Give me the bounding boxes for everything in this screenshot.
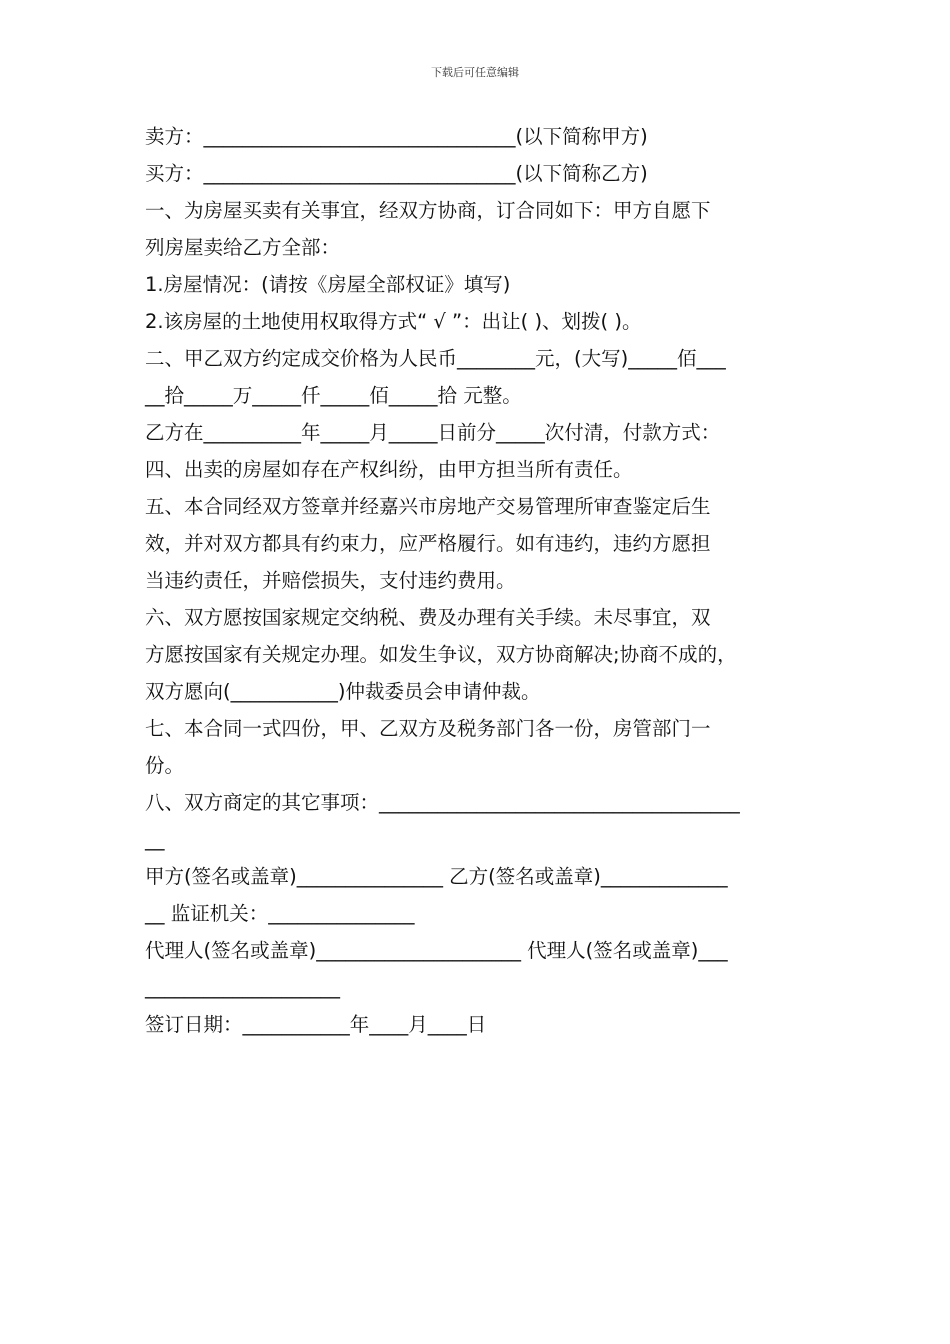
clause-6-line-1: 六、双方愿按国家规定交纳税、费及办理有关手续。未尽事宜，双 [145,606,711,629]
clause-4-line: 四、出卖的房屋如存在产权纠纷，由甲方担当所有责任。 [145,458,633,481]
clause-2-line-2: __拾_____万_____仟_____佰_____拾 元整。 [145,384,522,407]
sign-date-line: 签订日期：___________年____月____日 [145,1013,487,1036]
clause-6-line-2: 方愿按国家有关规定办理。如发生争议，双方协商解决;协商不成的， [145,643,737,666]
clause-7-line-1: 七、本合同一式四份，甲、乙双方及税务部门各一份，房管部门一 [145,717,711,740]
house-info-line: 1.房屋情况：(请按《房屋全部权证》填写) [145,273,511,296]
header-note: 下载后可任意编辑 [431,66,519,79]
clause-7-line-2: 份。 [145,754,185,777]
clause-8-line-1: 八、双方商定的其它事项：_____________________________________ [145,791,740,814]
payment-line: 乙方在__________年_____月_____日前分_____次付清，付款方式： [145,421,721,444]
clause-1-line-1: 一、为房屋买卖有关事宜，经双方协商，订合同如下：甲方自愿下 [145,199,711,222]
clause-5-line-2: 效，并对双方都具有约束力，应严格履行。如有违约，违约方愿担 [145,532,711,555]
agent-line-1: 代理人(签名或盖章)_____________________ 代理人(签名或盖章)___ [145,939,728,962]
contract-body [145,118,815,1043]
clause-8-line-2: __ [145,828,165,851]
clause-5-line-1: 五、本合同经双方签章并经嘉兴市房地产交易管理所审查鉴定后生 [145,495,711,518]
buyer-line: 买方：________________________________(以下简称乙方) [145,162,648,185]
clause-2-line-1: 二、甲乙双方约定成交价格为人民币________元，(大写)_____佰___ [145,347,726,370]
land-use-line: 2.该房屋的土地使用权取得方式“ √ ”：出让( )、划拨( )。 [145,310,642,333]
agent-line-2: ____________________ [145,976,340,999]
clause-1-line-2: 列房屋卖给乙方全部： [145,236,341,259]
seller-line: 卖方：________________________________(以下简称甲方) [145,125,648,148]
clause-6-line-3: 双方愿向(___________)仲裁委员会申请仲裁。 [145,680,541,703]
signature-line-2: __ 监证机关：_______________ [145,902,415,925]
clause-5-line-3: 当违约责任，并赔偿损失，支付违约费用。 [145,569,516,592]
signature-line-1: 甲方(签名或盖章)_______________ 乙方(签名或盖章)_____________ [145,865,728,888]
